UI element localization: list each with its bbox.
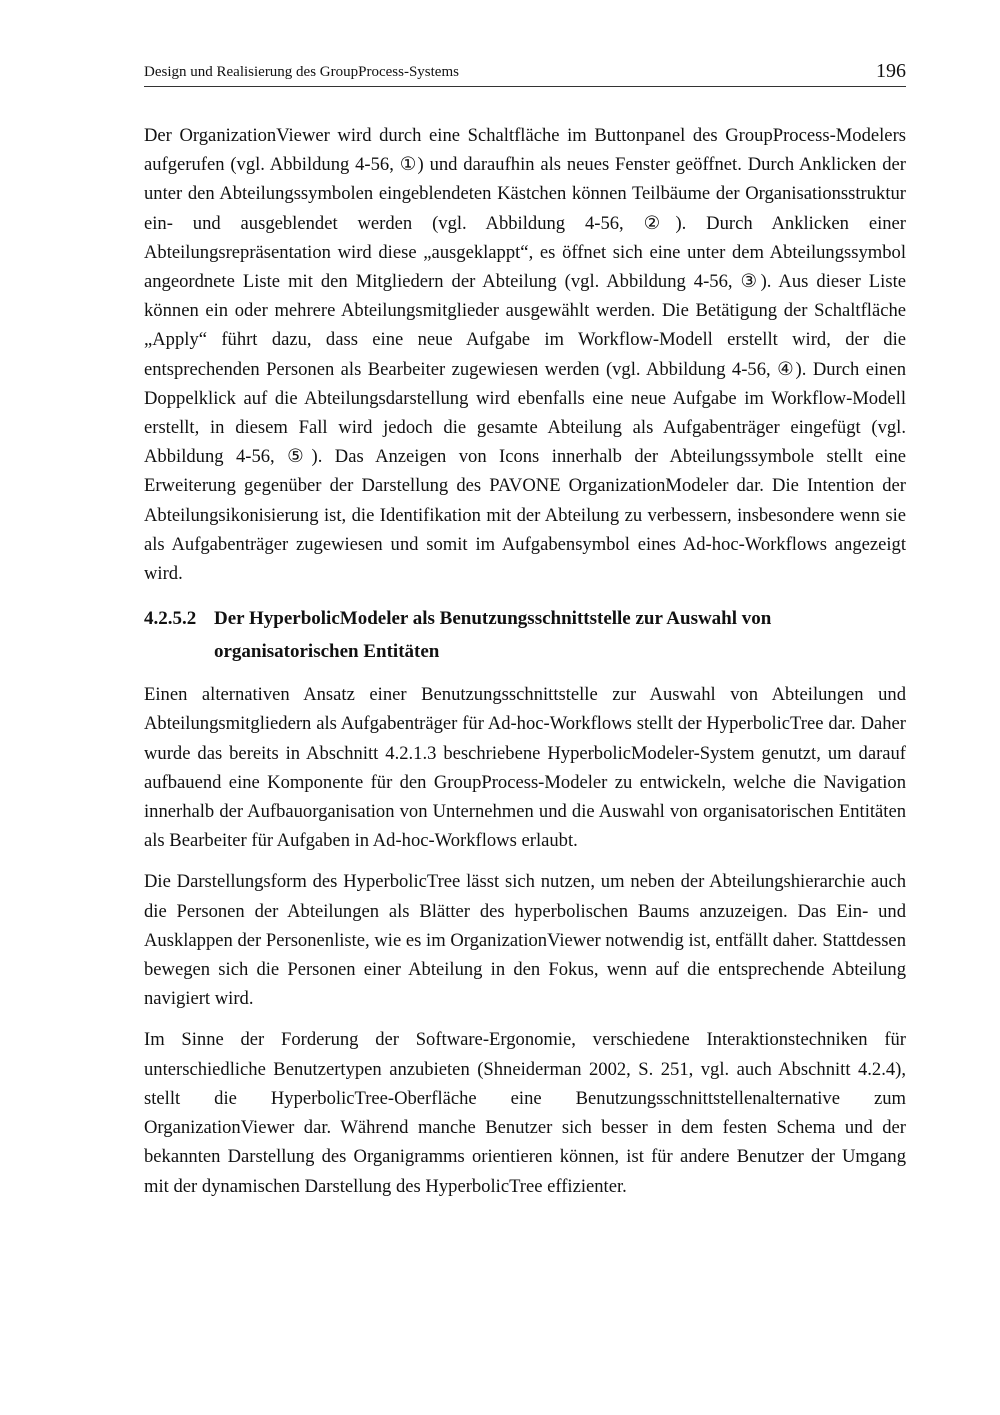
section-number: 4.2.5.2 [144,608,197,630]
running-header [144,60,906,87]
paragraph-organization-viewer: Der OrganizationViewer wird durch eine Schaltfläche im Buttonpanel des GroupProcess-Modelers aufgerufen (vgl. Abbildung 4-56, ①) und daraufhin als neues Fenster geöffnet. Durch Anklicken der unter den Abteilungssymbolen eingeblendeten Kästchen können Teilbäume der Organisationsstruktur ein- und ausgeblendet werden (vgl. Abbildung 4-56, ②). Durch Anklicken einer Abteilungsrepräsentation wird diese „ausgeklappt“, es öffnet sich eine unter dem Abteilungssymbol angeordnete Liste mit den Mitgliedern der Abteilung (vgl. Abbildung 4-56, ③). Aus dieser Liste können ein oder mehrere Abteilungsmitglieder ausgewählt werden. Die Betätigung der Schaltfläche „Apply“ führt dazu, dass eine neue Aufgabe im Workflow-Modell erstellt wird, der die entsprechenden Personen als Bearbeiter zugewiesen werden (vgl. Abbildung 4-56, ④). Durch einen Doppelklick auf die Abteilungsdarstellung wird ebenfalls eine neue Aufgabe im Workflow-Modell erstellt, in diesem Fall wird jedoch die gesamte Abteilung als Aufgabenträger eingefügt (vgl. Abbildung 4-56, ⑤). Das Anzeigen von Icons innerhalb der Abteilungssymbole stellt eine Erweiterung gegenüber der Darstellung des PAVONE OrganizationModeler dar. Die Intention der Abteilungsikonisierung ist, die Identifikation mit der Abteilung zu verbessern, insbesondere wenn sie als Aufgabenträger zugewiesen und somit im Aufgabensymbol eines Ad-hoc-Workflows angezeigt wird. [144,125,906,585]
paragraph-software-ergonomics: Im Sinne der Forderung der Software-Ergonomie, verschiedene Interaktionstechniken für unterschiedliche Benutzertypen anzubieten (Shneiderman 2002, S. 251, vgl. auch Abschnitt 4.2.4), stellt die HyperbolicTree-Oberfläche eine Benutzungsschnittstellenalternative zum OrganizationViewer dar. Während manche Benutzer sich besser in dem festen Schema und der bekannten Darstellung des Organigramms orientieren können, ist für andere Benutzer der Umgang mit der dynamischen Darstellung des HyperbolicTree effizienter. [144,1029,906,1197]
paragraph-hyperbolic-approach: Einen alternativen Ansatz einer Benutzungsschnittstelle zur Auswahl von Abteilungen und Abteilungsmitgliedern als Aufgabenträger für Ad-hoc-Workflows stellt der HyperbolicTree dar. Daher wurde das bereits in Abschnitt 4.2.1.3 beschriebene HyperbolicModeler-System genutzt, um darauf aufbauend eine Komponente für den GroupProcess-Modeler zu entwickeln, welche die Navigation innerhalb der Aufbauorganisation von Unternehmen und die Auswahl von organisatorischen Entitäten als Bearbeiter für Aufgaben in Ad-hoc-Workflows erlaubt. [144,684,906,852]
header-title: Design und Realisierung des GroupProcess-Systems [144,64,459,80]
document-body [144,121,906,1213]
section-heading [144,602,906,668]
page-number: 196 [876,60,906,82]
section-title: Der HyperbolicModeler als Benutzungsschnittstelle zur Auswahl von organisatorischen Entitäten [214,608,772,663]
paragraph-hyperbolic-display: Die Darstellungsform des HyperbolicTree lässt sich nutzen, um neben der Abteilungshierarchie auch die Personen der Abteilungen als Blätter des hyperbolischen Baums anzuzeigen. Das Ein- und Ausklappen der Personenliste, wie es im OrganizationViewer notwendig ist, entfällt daher. Stattdessen bewegen sich die Personen einer Abteilung in den Fokus, wenn auf die entsprechende Abteilung navigiert wird. [144,871,906,1010]
